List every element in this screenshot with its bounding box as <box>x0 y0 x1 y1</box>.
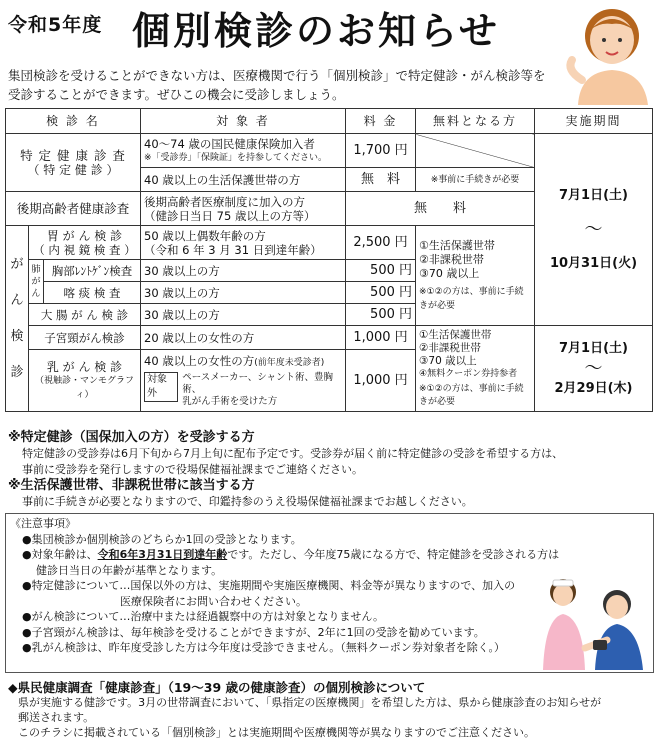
hai-char: が <box>31 276 41 287</box>
gan-char: 診 <box>10 364 24 380</box>
nyu-exclusion-1: ペースメーカー、シャント術、豊胸術、 <box>182 371 333 395</box>
intro-line: 集団検診を受けることができない方は、医療機関で行う「個別検診」で特定健診・がん検診等を <box>8 68 546 83</box>
period-b-tilde: ～ <box>584 357 603 379</box>
table-row <box>6 134 653 168</box>
koki-target-2: （健診日当日 75 歳以上の方等） <box>144 208 316 223</box>
hai2-target: 30 歳以上の方 <box>141 282 346 304</box>
caution-item <box>10 547 560 563</box>
header-fee: 料 金 <box>346 109 416 134</box>
nyu-target-1b: (前年度未受診者) <box>254 357 325 368</box>
caution-item: ●特定健診について…国保以外の方は、実施期間や実施医療機関、料金等が異なりますので、加入の <box>22 579 516 592</box>
tokutei-fee-1: 1,700 円 <box>346 134 416 168</box>
caution-text: です。ただし、今年度75歳になる方で、特定健診を受診される方は <box>227 548 560 561</box>
dai-name: 大 腸 が ん 検 診 <box>29 304 141 326</box>
page-title: 個別検診のお知らせ <box>132 9 500 53</box>
gan-char: ん <box>10 292 24 308</box>
tokutei-sub: （ 特 定 健 診 ） <box>27 162 119 177</box>
welfare-note-heading: ※生活保護世帯、非課税世帯に該当する方 <box>8 478 255 493</box>
free-b-item: ④無料クーポン券持参者 <box>419 368 518 379</box>
nyu-exclusion-2: 乳がん手術を受けた方 <box>182 395 278 407</box>
tokutei-free-1-empty <box>416 134 535 168</box>
free-a-note: ※①②の方は、事前に手続きが必要 <box>419 286 524 311</box>
free-b-item: ①生活保護世帯 <box>419 328 492 341</box>
tokutei-fee-2: 無 料 <box>346 168 416 192</box>
header-target: 対 象 者 <box>141 109 346 134</box>
nyu-sub: （視触診・マンモグラフィ） <box>34 375 134 400</box>
caution-text: ●対象年齢は、 <box>22 548 98 561</box>
tokutei-target-1 <box>141 134 346 168</box>
i-target-2: （令和 6 年 3 月 31 日到達年齢） <box>144 242 322 257</box>
dai-fee: 500 円 <box>346 304 416 326</box>
hai1-fee: 500 円 <box>346 260 416 282</box>
caution-item: ●集団検診か個別検診のどちらか1回の受診となります。 <box>22 532 302 546</box>
tokutei-target-1a: 40～74 歳の国民健康保険加入者 <box>144 136 315 151</box>
fiscal-year-label: 令和5年度 <box>8 14 103 36</box>
tokutei-note-text: 事前に受診券を発行しますので役場保健福祉課までご連絡ください。 <box>22 463 363 476</box>
i-cell <box>29 226 141 260</box>
nyu-name: 乳 が ん 検 診 <box>46 359 123 374</box>
hai-char: 肺 <box>31 264 41 275</box>
gan-side-label <box>6 226 29 412</box>
tokutei-name: 特 定 健 康 診 査 <box>20 147 126 163</box>
shi-fee: 1,000 円 <box>346 326 416 350</box>
hai2-fee: 500 円 <box>346 282 416 304</box>
hai-side-label <box>29 260 44 304</box>
free-b-note: ※①②の方は、事前に手続きが必要 <box>419 383 524 407</box>
nurse-patient-illustration <box>535 570 650 670</box>
free-b-cell <box>416 326 535 412</box>
checkup-table <box>5 108 653 412</box>
caution-item: ●乳がん検診は、昨年度受診した方は今年度は受診できません。（無料クーポン券対象者を除く。） <box>22 641 506 654</box>
caution-item: 健診日当日の年齢が基準となります。 <box>36 563 223 577</box>
koki-target-1: 後期高齢者医療制度に加入の方 <box>144 194 305 209</box>
prefecture-text: 県が実施する健診です。3月の世帯調査において、「県指定の医療機関」を希望した方は、県から健康診査のお知らせが <box>18 696 602 709</box>
woman-illustration <box>560 0 655 105</box>
hai2-name: 喀 痰 検 査 <box>44 282 141 304</box>
prefecture-text: 郵送されます。 <box>18 711 95 724</box>
prefecture-text: このチラシに掲載されている「個別検診」とは実施期間や医療機関等が異なりますのでご注意ください。 <box>18 726 535 739</box>
koki-fee: 無 料 <box>346 192 535 226</box>
prefecture-heading: ◆県民健康調査「健康診査」（19～39 歳の健康診査）の個別検診について <box>8 680 426 695</box>
period-b-cell <box>535 326 653 412</box>
i-target-1: 50 歳以上偶数年齢の方 <box>144 228 266 243</box>
header-name: 検 診 名 <box>6 109 141 134</box>
free-a-item: ③70 歳以上 <box>419 266 480 280</box>
period-a-start: 7月1日(土) <box>559 187 628 203</box>
tokutei-cell <box>6 134 141 192</box>
koki-name: 後期高齢者健康診査 <box>6 192 141 226</box>
caution-heading: 《注意事項》 <box>10 517 76 530</box>
free-b-item: ②非課税世帯 <box>419 341 481 354</box>
i-fee: 2,500 円 <box>346 226 416 260</box>
hai1-name: 胸部ﾚﾝﾄｹﾞﾝ検査 <box>44 260 141 282</box>
caution-item: 医療保険者にお問い合わせください。 <box>120 594 307 608</box>
period-b-end: 2月29日(木) <box>554 380 633 396</box>
caution-item: ●子宮頸がん検診は、毎年検診を受けることができますが、2年に1回の受診を勧めています。 <box>22 625 485 639</box>
gan-char: が <box>10 256 24 272</box>
welfare-note-text: 事前に手続きが必要となりますので、印鑑持参のうえ役場保健福祉課までお越しください。 <box>22 495 473 508</box>
i-target <box>141 226 346 260</box>
tokutei-target-1b: ※「受診券」「保険証」を持参してください。 <box>144 152 328 163</box>
notes-section-1 <box>8 430 648 510</box>
shi-name: 子宮頸がん検診 <box>29 326 141 350</box>
i-sub: （ 内 視 鏡 検 査 ） <box>33 242 136 257</box>
intro-text <box>8 66 548 104</box>
prefecture-checkup-section <box>8 680 648 740</box>
gan-char: 検 <box>10 328 24 344</box>
nyu-target <box>141 350 346 412</box>
tokutei-note-text: 特定健診の受診券は6月下旬から7月上旬に配布予定です。受診券が届く前に特定健診の受診を希望する方は、 <box>22 447 564 460</box>
hai1-target: 30 歳以上の方 <box>141 260 346 282</box>
nyu-cell <box>29 350 141 412</box>
caution-item: ●がん検診について…治療中または経過観察中の方は対象となりません。 <box>22 610 385 623</box>
free-a-cell <box>416 226 535 326</box>
period-a-end: 10月31日(火) <box>549 255 638 271</box>
period-a-cell <box>535 134 653 326</box>
koki-target <box>141 192 346 226</box>
header-free: 無料となる方 <box>416 109 535 134</box>
tokutei-free-2: ※事前に手続きが必要 <box>416 168 535 192</box>
period-b-start: 7月1日(土) <box>559 340 628 356</box>
shi-target: 20 歳以上の女性の方 <box>141 326 346 350</box>
nyu-exclusion-label: 対象外 <box>144 372 178 402</box>
nyu-fee: 1,000 円 <box>346 350 416 412</box>
i-name: 胃 が ん 検 診 <box>46 228 123 243</box>
header-period: 実施期間 <box>535 109 653 134</box>
table-row <box>6 326 653 350</box>
table-header-row <box>6 109 653 134</box>
caution-emphasis: 令和6年3月31日到達年齢 <box>97 548 228 561</box>
tokutei-note-heading: ※特定健診（国保加入の方）を受診する方 <box>8 430 255 445</box>
tokutei-target-2: 40 歳以上の生活保護世帯の方 <box>141 168 346 192</box>
period-a-tilde: ～ <box>584 218 603 240</box>
intro-line: 受診することができます。ぜひこの機会に受診しましょう。 <box>8 87 345 102</box>
free-b-item: ③70 歳以上 <box>419 354 477 367</box>
caution-notes <box>10 516 560 656</box>
dai-target: 30 歳以上の方 <box>141 304 346 326</box>
free-a-item: ②非課税世帯 <box>419 252 484 266</box>
nyu-target-1: 40 歳以上の女性の方 <box>144 353 255 368</box>
hai-char: ん <box>31 288 41 299</box>
free-a-item: ①生活保護世帯 <box>419 238 495 252</box>
